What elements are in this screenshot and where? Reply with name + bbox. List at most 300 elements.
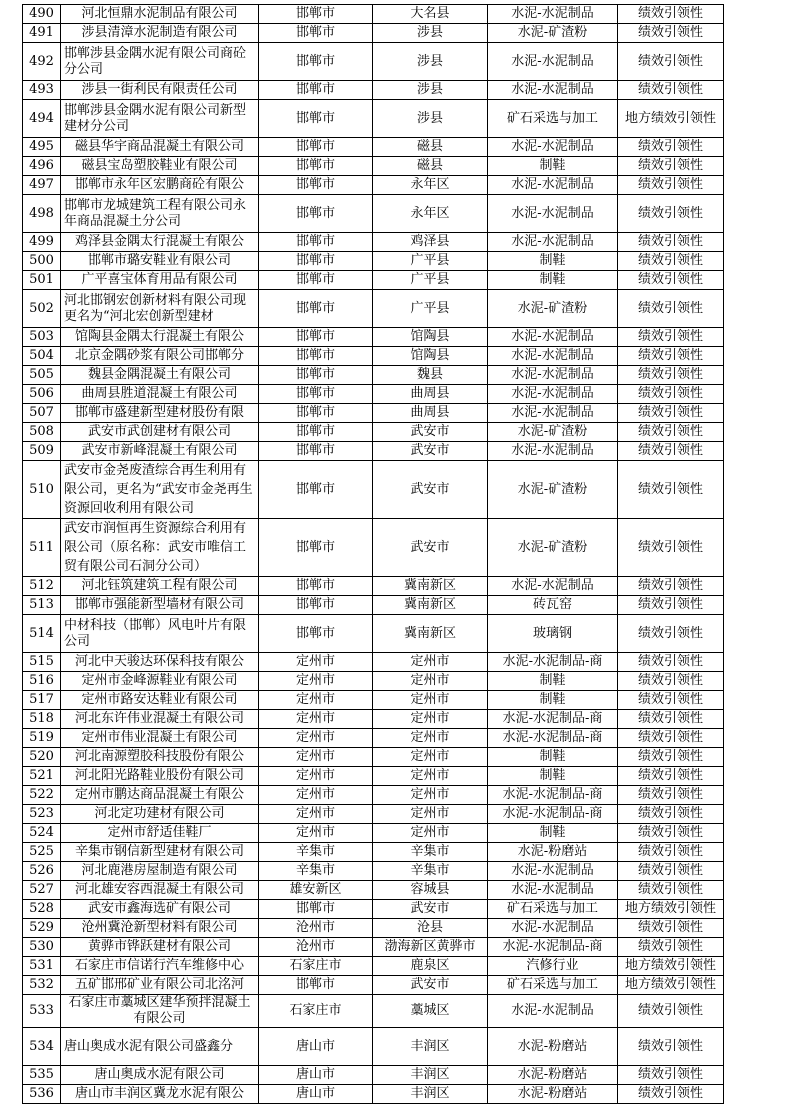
company-name-cell: 邯郸市璐安鞋业有限公司 xyxy=(61,252,259,271)
table-row xyxy=(23,862,724,881)
table-row xyxy=(23,691,724,710)
company-name-cell: 广平喜宝体育用品有限公司 xyxy=(61,271,259,290)
company-name-cell: 磁县宝岛塑胶鞋业有限公司 xyxy=(61,157,259,176)
company-name-cell: 河北阳光路鞋业股份有限公司 xyxy=(61,767,259,786)
row-number-cell: 499 xyxy=(23,233,61,252)
industry-cell: 水泥-矿渣粉 xyxy=(488,519,618,577)
city-cell: 雄安新区 xyxy=(259,881,373,900)
city-cell: 定州市 xyxy=(259,824,373,843)
industry-cell: 汽修行业 xyxy=(488,957,618,976)
company-name-cell: 唐山市丰润区冀龙水泥有限公 xyxy=(61,1085,259,1104)
company-name-cell: 五矿邯邢矿业有限公司北洺河 xyxy=(61,976,259,995)
county-cell: 涉县 xyxy=(373,100,488,138)
row-number-cell: 506 xyxy=(23,385,61,404)
county-cell: 武安市 xyxy=(373,976,488,995)
table-row xyxy=(23,577,724,596)
county-cell: 广平县 xyxy=(373,290,488,328)
table-row xyxy=(23,138,724,157)
row-number-cell: 534 xyxy=(23,1028,61,1066)
classification-cell: 绩效引领性 xyxy=(618,157,724,176)
classification-cell: 绩效引领性 xyxy=(618,653,724,672)
industry-cell: 矿石采选与加工 xyxy=(488,976,618,995)
classification-cell: 绩效引领性 xyxy=(618,1085,724,1104)
row-number-cell: 523 xyxy=(23,805,61,824)
county-cell: 定州市 xyxy=(373,710,488,729)
classification-cell: 绩效引领性 xyxy=(618,271,724,290)
industry-cell: 矿石采选与加工 xyxy=(488,100,618,138)
table-row xyxy=(23,748,724,767)
classification-cell: 绩效引领性 xyxy=(618,442,724,461)
table-row xyxy=(23,881,724,900)
company-name-cell: 河北邯钢宏创新材料有限公司现更名为“河北宏创新型建材 xyxy=(61,290,259,328)
classification-cell: 绩效引领性 xyxy=(618,81,724,100)
row-number-cell: 527 xyxy=(23,881,61,900)
table-row xyxy=(23,461,724,519)
table-row xyxy=(23,100,724,138)
table-row xyxy=(23,1066,724,1085)
row-number-cell: 502 xyxy=(23,290,61,328)
industry-cell: 水泥-水泥制品 xyxy=(488,385,618,404)
company-name-cell: 河北东许伟业混凝土有限公司 xyxy=(61,710,259,729)
row-number-cell: 511 xyxy=(23,519,61,577)
company-name-cell: 定州市鹏达商品混凝土有限公 xyxy=(61,786,259,805)
industry-cell: 水泥-水泥制品 xyxy=(488,176,618,195)
table-row xyxy=(23,423,724,442)
table-row xyxy=(23,195,724,233)
county-cell: 曲周县 xyxy=(373,385,488,404)
table-row xyxy=(23,672,724,691)
industry-cell: 制鞋 xyxy=(488,824,618,843)
classification-cell: 绩效引领性 xyxy=(618,5,724,24)
county-cell: 容城县 xyxy=(373,881,488,900)
city-cell: 邯郸市 xyxy=(259,900,373,919)
industry-cell: 水泥-粉磨站 xyxy=(488,1066,618,1085)
row-number-cell: 491 xyxy=(23,24,61,43)
classification-cell: 绩效引领性 xyxy=(618,843,724,862)
county-cell: 涉县 xyxy=(373,24,488,43)
classification-cell: 绩效引领性 xyxy=(618,138,724,157)
city-cell: 邯郸市 xyxy=(259,328,373,347)
table-row xyxy=(23,81,724,100)
row-number-cell: 528 xyxy=(23,900,61,919)
company-name-cell: 河北钰筑建筑工程有限公司 xyxy=(61,577,259,596)
row-number-cell: 498 xyxy=(23,195,61,233)
classification-cell: 绩效引领性 xyxy=(618,919,724,938)
company-name-cell: 河北定功建材有限公司 xyxy=(61,805,259,824)
industry-cell: 水泥-水泥制品-商 xyxy=(488,786,618,805)
row-number-cell: 533 xyxy=(23,995,61,1028)
table-row xyxy=(23,919,724,938)
row-number-cell: 519 xyxy=(23,729,61,748)
row-number-cell: 495 xyxy=(23,138,61,157)
enterprise-table xyxy=(22,4,724,1104)
city-cell: 邯郸市 xyxy=(259,176,373,195)
industry-cell: 水泥-粉磨站 xyxy=(488,843,618,862)
city-cell: 辛集市 xyxy=(259,843,373,862)
row-number-cell: 504 xyxy=(23,347,61,366)
city-cell: 石家庄市 xyxy=(259,995,373,1028)
county-cell: 定州市 xyxy=(373,691,488,710)
company-name-cell: 曲周县胜道混凝土有限公司 xyxy=(61,385,259,404)
county-cell: 曲周县 xyxy=(373,404,488,423)
county-cell: 定州市 xyxy=(373,824,488,843)
city-cell: 邯郸市 xyxy=(259,461,373,519)
county-cell: 涉县 xyxy=(373,43,488,81)
city-cell: 邯郸市 xyxy=(259,195,373,233)
row-number-cell: 510 xyxy=(23,461,61,519)
table-row xyxy=(23,824,724,843)
classification-cell: 绩效引领性 xyxy=(618,672,724,691)
table-row xyxy=(23,252,724,271)
city-cell: 邯郸市 xyxy=(259,24,373,43)
classification-cell: 绩效引领性 xyxy=(618,615,724,653)
company-name-cell: 唐山奥成水泥有限公司 xyxy=(61,1066,259,1085)
table-row xyxy=(23,729,724,748)
classification-cell: 绩效引领性 xyxy=(618,43,724,81)
county-cell: 丰润区 xyxy=(373,1085,488,1104)
company-name-cell: 魏县金隅混凝土有限公司 xyxy=(61,366,259,385)
industry-cell: 水泥-水泥制品 xyxy=(488,404,618,423)
classification-cell: 绩效引领性 xyxy=(618,366,724,385)
company-name-cell: 定州市伟业混凝土有限公司 xyxy=(61,729,259,748)
classification-cell: 绩效引领性 xyxy=(618,519,724,577)
table-row xyxy=(23,805,724,824)
table-row xyxy=(23,1028,724,1066)
row-number-cell: 514 xyxy=(23,615,61,653)
classification-cell: 地方绩效引领性 xyxy=(618,100,724,138)
county-cell: 渤海新区黄骅市 xyxy=(373,938,488,957)
company-name-cell: 邯郸市强能新型墙材有限公司 xyxy=(61,596,259,615)
industry-cell: 水泥-水泥制品 xyxy=(488,81,618,100)
county-cell: 涉县 xyxy=(373,81,488,100)
classification-cell: 绩效引领性 xyxy=(618,881,724,900)
industry-cell: 制鞋 xyxy=(488,767,618,786)
industry-cell: 水泥-水泥制品 xyxy=(488,138,618,157)
company-name-cell: 武安市新峰混凝土有限公司 xyxy=(61,442,259,461)
company-name-cell: 邯郸市盛建新型建材股份有限 xyxy=(61,404,259,423)
classification-cell: 绩效引领性 xyxy=(618,862,724,881)
row-number-cell: 517 xyxy=(23,691,61,710)
company-name-cell: 河北南源塑胶科技股份有限公 xyxy=(61,748,259,767)
city-cell: 唐山市 xyxy=(259,1085,373,1104)
city-cell: 定州市 xyxy=(259,786,373,805)
county-cell: 沧县 xyxy=(373,919,488,938)
table-row xyxy=(23,957,724,976)
city-cell: 邯郸市 xyxy=(259,596,373,615)
city-cell: 定州市 xyxy=(259,710,373,729)
industry-cell: 水泥-矿渣粉 xyxy=(488,290,618,328)
table-row xyxy=(23,786,724,805)
classification-cell: 绩效引领性 xyxy=(618,596,724,615)
classification-cell: 地方绩效引领性 xyxy=(618,900,724,919)
company-name-cell: 河北鹿港房屋制造有限公司 xyxy=(61,862,259,881)
company-name-cell: 邯郸涉县金隅水泥有限公司商砼分公司 xyxy=(61,43,259,81)
row-number-cell: 497 xyxy=(23,176,61,195)
county-cell: 广平县 xyxy=(373,271,488,290)
classification-cell: 地方绩效引领性 xyxy=(618,957,724,976)
industry-cell: 水泥-水泥制品 xyxy=(488,233,618,252)
county-cell: 定州市 xyxy=(373,786,488,805)
table-row xyxy=(23,995,724,1028)
city-cell: 沧州市 xyxy=(259,938,373,957)
table-row xyxy=(23,938,724,957)
classification-cell: 绩效引领性 xyxy=(618,729,724,748)
county-cell: 大名县 xyxy=(373,5,488,24)
row-number-cell: 503 xyxy=(23,328,61,347)
classification-cell: 绩效引领性 xyxy=(618,1028,724,1066)
table-row xyxy=(23,271,724,290)
county-cell: 藁城区 xyxy=(373,995,488,1028)
city-cell: 唐山市 xyxy=(259,1028,373,1066)
company-name-cell: 邯郸涉县金隅水泥有限公司新型建材分公司 xyxy=(61,100,259,138)
classification-cell: 绩效引领性 xyxy=(618,805,724,824)
industry-cell: 水泥-矿渣粉 xyxy=(488,423,618,442)
table-row xyxy=(23,176,724,195)
table-row xyxy=(23,615,724,653)
table-row xyxy=(23,233,724,252)
county-cell: 定州市 xyxy=(373,767,488,786)
city-cell: 定州市 xyxy=(259,767,373,786)
row-number-cell: 493 xyxy=(23,81,61,100)
table-row xyxy=(23,519,724,577)
county-cell: 辛集市 xyxy=(373,843,488,862)
classification-cell: 绩效引领性 xyxy=(618,1066,724,1085)
county-cell: 馆陶县 xyxy=(373,328,488,347)
company-name-cell: 沧州冀沧新型材料有限公司 xyxy=(61,919,259,938)
table-row xyxy=(23,43,724,81)
classification-cell: 绩效引领性 xyxy=(618,233,724,252)
row-number-cell: 531 xyxy=(23,957,61,976)
city-cell: 邯郸市 xyxy=(259,5,373,24)
row-number-cell: 490 xyxy=(23,5,61,24)
city-cell: 邯郸市 xyxy=(259,577,373,596)
city-cell: 定州市 xyxy=(259,748,373,767)
city-cell: 唐山市 xyxy=(259,1066,373,1085)
table-row xyxy=(23,404,724,423)
classification-cell: 绩效引领性 xyxy=(618,786,724,805)
city-cell: 邯郸市 xyxy=(259,423,373,442)
classification-cell: 绩效引领性 xyxy=(618,710,724,729)
city-cell: 邯郸市 xyxy=(259,615,373,653)
classification-cell: 绩效引领性 xyxy=(618,767,724,786)
city-cell: 沧州市 xyxy=(259,919,373,938)
company-name-cell: 馆陶县金隅太行混凝土有限公 xyxy=(61,328,259,347)
company-name-cell: 河北雄安容西混凝土有限公司 xyxy=(61,881,259,900)
city-cell: 邯郸市 xyxy=(259,385,373,404)
company-name-cell: 黄骅市铧跃建材有限公司 xyxy=(61,938,259,957)
classification-cell: 绩效引领性 xyxy=(618,385,724,404)
county-cell: 定州市 xyxy=(373,653,488,672)
city-cell: 邯郸市 xyxy=(259,81,373,100)
table-row xyxy=(23,366,724,385)
industry-cell: 水泥-矿渣粉 xyxy=(488,461,618,519)
industry-cell: 水泥-粉磨站 xyxy=(488,1085,618,1104)
county-cell: 冀南新区 xyxy=(373,596,488,615)
industry-cell: 水泥-水泥制品 xyxy=(488,862,618,881)
company-name-cell: 鸡泽县金隅太行混凝土有限公 xyxy=(61,233,259,252)
industry-cell: 水泥-水泥制品-商 xyxy=(488,805,618,824)
row-number-cell: 505 xyxy=(23,366,61,385)
company-name-cell: 唐山奥成水泥有限公司盛鑫分 xyxy=(61,1028,259,1066)
city-cell: 邯郸市 xyxy=(259,271,373,290)
table-row xyxy=(23,843,724,862)
industry-cell: 水泥-矿渣粉 xyxy=(488,24,618,43)
county-cell: 定州市 xyxy=(373,805,488,824)
company-name-cell: 武安市武创建材有限公司 xyxy=(61,423,259,442)
table-row xyxy=(23,596,724,615)
table-row xyxy=(23,653,724,672)
industry-cell: 制鞋 xyxy=(488,271,618,290)
county-cell: 广平县 xyxy=(373,252,488,271)
city-cell: 邯郸市 xyxy=(259,157,373,176)
industry-cell: 制鞋 xyxy=(488,691,618,710)
company-name-cell: 中材科技（邯郸）风电叶片有限公司 xyxy=(61,615,259,653)
city-cell: 邯郸市 xyxy=(259,366,373,385)
industry-cell: 水泥-水泥制品 xyxy=(488,43,618,81)
classification-cell: 绩效引领性 xyxy=(618,824,724,843)
city-cell: 邯郸市 xyxy=(259,233,373,252)
classification-cell: 绩效引领性 xyxy=(618,691,724,710)
row-number-cell: 522 xyxy=(23,786,61,805)
table-row xyxy=(23,767,724,786)
city-cell: 邯郸市 xyxy=(259,100,373,138)
row-number-cell: 494 xyxy=(23,100,61,138)
city-cell: 邯郸市 xyxy=(259,519,373,577)
classification-cell: 绩效引领性 xyxy=(618,252,724,271)
company-name-cell: 定州市路安达鞋业有限公司 xyxy=(61,691,259,710)
city-cell: 石家庄市 xyxy=(259,957,373,976)
row-number-cell: 536 xyxy=(23,1085,61,1104)
row-number-cell: 492 xyxy=(23,43,61,81)
industry-cell: 水泥-水泥制品 xyxy=(488,995,618,1028)
classification-cell: 绩效引领性 xyxy=(618,195,724,233)
row-number-cell: 508 xyxy=(23,423,61,442)
city-cell: 定州市 xyxy=(259,653,373,672)
classification-cell: 绩效引领性 xyxy=(618,995,724,1028)
row-number-cell: 535 xyxy=(23,1066,61,1085)
table-row xyxy=(23,1085,724,1104)
county-cell: 魏县 xyxy=(373,366,488,385)
county-cell: 丰润区 xyxy=(373,1066,488,1085)
city-cell: 邯郸市 xyxy=(259,976,373,995)
industry-cell: 砖瓦窑 xyxy=(488,596,618,615)
industry-cell: 水泥-水泥制品 xyxy=(488,195,618,233)
city-cell: 邯郸市 xyxy=(259,43,373,81)
county-cell: 武安市 xyxy=(373,442,488,461)
company-name-cell: 河北中天骏达环保科技有限公 xyxy=(61,653,259,672)
city-cell: 定州市 xyxy=(259,691,373,710)
company-name-cell: 石家庄市信诺行汽车维修中心 xyxy=(61,957,259,976)
row-number-cell: 512 xyxy=(23,577,61,596)
industry-cell: 水泥-水泥制品 xyxy=(488,919,618,938)
table-row xyxy=(23,385,724,404)
industry-cell: 制鞋 xyxy=(488,157,618,176)
county-cell: 定州市 xyxy=(373,672,488,691)
industry-cell: 水泥-水泥制品 xyxy=(488,328,618,347)
table-row xyxy=(23,442,724,461)
county-cell: 辛集市 xyxy=(373,862,488,881)
industry-cell: 制鞋 xyxy=(488,748,618,767)
company-name-cell: 北京金隅砂浆有限公司邯郸分 xyxy=(61,347,259,366)
county-cell: 武安市 xyxy=(373,519,488,577)
company-name-cell: 邯郸市永年区宏鹏商砼有限公 xyxy=(61,176,259,195)
county-cell: 磁县 xyxy=(373,157,488,176)
row-number-cell: 501 xyxy=(23,271,61,290)
table-body xyxy=(23,5,724,1104)
company-name-cell: 武安市金尧废渣综合再生利用有限公司，更名为“武安市金尧再生资源回收利用有限公司 xyxy=(61,461,259,519)
table-row xyxy=(23,328,724,347)
company-name-cell: 磁县华宇商品混凝土有限公司 xyxy=(61,138,259,157)
company-name-cell: 定州市金峰源鞋业有限公司 xyxy=(61,672,259,691)
industry-cell: 水泥-水泥制品-商 xyxy=(488,653,618,672)
industry-cell: 矿石采选与加工 xyxy=(488,900,618,919)
row-number-cell: 518 xyxy=(23,710,61,729)
row-number-cell: 509 xyxy=(23,442,61,461)
industry-cell: 水泥-水泥制品 xyxy=(488,347,618,366)
company-name-cell: 涉县清漳水泥制造有限公司 xyxy=(61,24,259,43)
classification-cell: 绩效引领性 xyxy=(618,748,724,767)
company-name-cell: 石家庄市藁城区建华预拌混凝土有限公司 xyxy=(61,995,259,1028)
row-number-cell: 530 xyxy=(23,938,61,957)
industry-cell: 水泥-水泥制品 xyxy=(488,5,618,24)
classification-cell: 绩效引领性 xyxy=(618,24,724,43)
classification-cell: 绩效引领性 xyxy=(618,404,724,423)
county-cell: 永年区 xyxy=(373,195,488,233)
city-cell: 邯郸市 xyxy=(259,252,373,271)
city-cell: 邯郸市 xyxy=(259,347,373,366)
classification-cell: 绩效引领性 xyxy=(618,347,724,366)
county-cell: 丰润区 xyxy=(373,1028,488,1066)
county-cell: 鸡泽县 xyxy=(373,233,488,252)
industry-cell: 水泥-水泥制品 xyxy=(488,577,618,596)
table-row xyxy=(23,157,724,176)
table-row xyxy=(23,710,724,729)
city-cell: 邯郸市 xyxy=(259,404,373,423)
industry-cell: 水泥-粉磨站 xyxy=(488,1028,618,1066)
row-number-cell: 525 xyxy=(23,843,61,862)
row-number-cell: 524 xyxy=(23,824,61,843)
industry-cell: 水泥-水泥制品 xyxy=(488,442,618,461)
table-row xyxy=(23,347,724,366)
row-number-cell: 532 xyxy=(23,976,61,995)
classification-cell: 绩效引领性 xyxy=(618,461,724,519)
industry-cell: 水泥-水泥制品-商 xyxy=(488,729,618,748)
table-row xyxy=(23,290,724,328)
table-row xyxy=(23,5,724,24)
industry-cell: 水泥-水泥制品-商 xyxy=(488,710,618,729)
classification-cell: 地方绩效引领性 xyxy=(618,976,724,995)
county-cell: 武安市 xyxy=(373,900,488,919)
company-name-cell: 武安市鑫海选矿有限公司 xyxy=(61,900,259,919)
county-cell: 馆陶县 xyxy=(373,347,488,366)
industry-cell: 制鞋 xyxy=(488,672,618,691)
county-cell: 定州市 xyxy=(373,729,488,748)
row-number-cell: 529 xyxy=(23,919,61,938)
county-cell: 冀南新区 xyxy=(373,577,488,596)
industry-cell: 制鞋 xyxy=(488,252,618,271)
classification-cell: 绩效引领性 xyxy=(618,577,724,596)
city-cell: 邯郸市 xyxy=(259,442,373,461)
county-cell: 武安市 xyxy=(373,461,488,519)
row-number-cell: 513 xyxy=(23,596,61,615)
industry-cell: 玻璃钢 xyxy=(488,615,618,653)
row-number-cell: 496 xyxy=(23,157,61,176)
county-cell: 永年区 xyxy=(373,176,488,195)
company-name-cell: 武安市润恒再生资源综合利用有限公司（原名称：武安市唯信工贸有限公司石洞分公司） xyxy=(61,519,259,577)
company-name-cell: 涉县一街利民有限责任公司 xyxy=(61,81,259,100)
table-row xyxy=(23,976,724,995)
classification-cell: 绩效引领性 xyxy=(618,938,724,957)
